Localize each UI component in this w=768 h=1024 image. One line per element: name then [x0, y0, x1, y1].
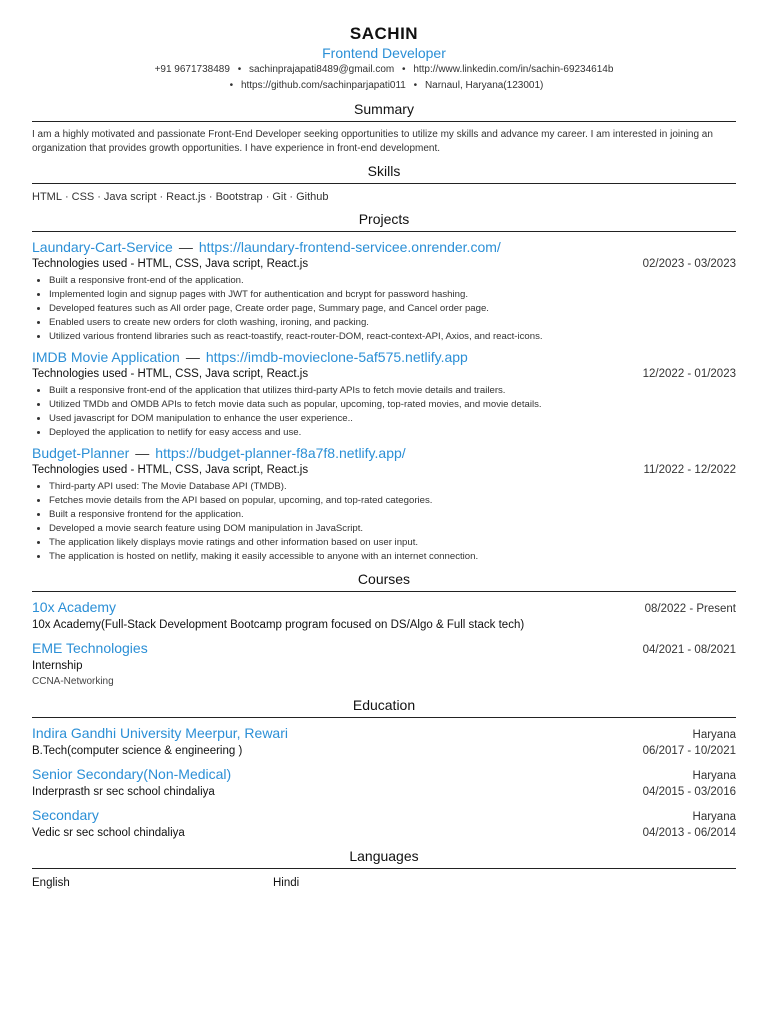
list-item: • Utilized various frontend libraries such as react-toastify, react-router-DOM, react-context-API, Axios, and react-icons.	[49, 330, 736, 344]
course-name: EME Technologies	[32, 640, 148, 656]
list-item: • Implemented login and signup pages with JWT for authentication and bcrypt for password hashing.	[49, 288, 736, 302]
project-name: Budget-Planner	[32, 445, 130, 461]
skill-item: CSS	[71, 191, 95, 203]
course-description: Internship	[32, 660, 83, 672]
education-entry	[32, 724, 736, 759]
section-divider	[32, 121, 736, 122]
email-link[interactable]: sachinprajapati8489@gmail.com	[249, 64, 395, 75]
skill-separator: ·	[64, 191, 69, 203]
project-title	[32, 238, 736, 256]
project-date: 11/2022 - 12/2022	[643, 464, 736, 476]
project-technologies: Technologies used - HTML, CSS, Java script, React.js	[32, 464, 309, 476]
list-item: • Built a responsive front-end of the application.	[49, 274, 736, 288]
list-item: • Built a responsive front-end of the application that utilizes third-party APIs to fetch movie details and trailers.	[49, 384, 736, 398]
bullet-separator: •	[402, 64, 406, 75]
project-bullets	[32, 274, 736, 344]
location: Narnaul, Haryana(123001)	[424, 80, 544, 91]
section-divider	[32, 591, 736, 592]
skill-item: HTML	[32, 191, 62, 203]
project-meta-row	[32, 462, 736, 478]
project-entry	[32, 348, 736, 440]
linkedin-link[interactable]: http://www.linkedin.com/in/sachin-69234614b	[413, 64, 614, 75]
section-title-education: Education	[352, 697, 416, 713]
bullet-separator: •	[413, 80, 418, 91]
project-technologies: Technologies used - HTML, CSS, Java script, React.js	[32, 258, 309, 270]
project-meta-row	[32, 366, 736, 382]
course-description: 10x Academy(Full-Stack Development Bootcamp program focused on DS/Algo & Full stack tech)	[32, 619, 525, 631]
degree: Vedic sr sec school chindaliya	[32, 827, 185, 839]
list-item: • Third-party API used: The Movie Database API (TMDB).	[49, 480, 736, 494]
resume-header	[32, 0, 736, 94]
education-detail-row	[32, 784, 736, 800]
education-title-row	[32, 724, 736, 743]
section-divider	[32, 868, 736, 869]
institution-location: Haryana	[692, 770, 736, 782]
phone-number: +91 9671738489	[154, 64, 230, 75]
section-title-courses: Courses	[357, 571, 411, 587]
bullet-separator: •	[229, 80, 234, 91]
project-date: 02/2023 - 03/2023	[642, 258, 736, 270]
skill-item: React.js	[166, 191, 206, 203]
course-name: 10x Academy	[32, 599, 117, 615]
institution-location: Haryana	[692, 811, 736, 823]
list-item: • Deployed the application to netlify for easy access and use.	[49, 426, 736, 440]
list-item: • Enabled users to create new orders for cloth washing, ironing, and packing.	[49, 316, 736, 330]
skill-item: Bootstrap	[215, 191, 263, 203]
education-entry	[32, 806, 736, 841]
section-divider	[32, 183, 736, 184]
project-url-link[interactable]: https://budget-planner-f8a7f8.netlify.app/	[155, 445, 406, 461]
education-detail-row	[32, 743, 736, 759]
education-date: 06/2017 - 10/2021	[642, 745, 736, 757]
course-entry	[32, 598, 736, 633]
summary-text: I am a highly motivated and passionate Front-End Developer seeking opportunities to utilize my skills and advance my career. I am interested in joining an organization that provides growth opportunities. I have experience in front-end development.	[32, 129, 713, 154]
list-item: • Built a responsive frontend for the application.	[49, 508, 736, 522]
language-item: Hindi	[273, 877, 300, 889]
job-title: Frontend Developer	[322, 45, 446, 61]
education-date: 04/2013 - 06/2014	[642, 827, 736, 839]
project-name: Laundary-Cart-Service	[32, 239, 173, 255]
candidate-name: SACHIN	[349, 24, 419, 43]
list-item: • The application is hosted on netlify, making it easily accessible to anyone with an internet connection.	[49, 550, 736, 564]
institution-name: Secondary	[32, 807, 99, 823]
course-entry	[32, 639, 736, 690]
skill-item: Github	[296, 191, 329, 203]
education-date: 04/2015 - 03/2016	[642, 786, 736, 798]
project-name: IMDB Movie Application	[32, 349, 180, 365]
education-title-row	[32, 765, 736, 784]
dash-separator: —	[178, 239, 193, 255]
course-title-row	[32, 639, 736, 658]
section-title-projects: Projects	[358, 211, 410, 227]
education-entry	[32, 765, 736, 800]
course-date: 04/2021 - 08/2021	[642, 644, 736, 656]
section-divider	[32, 717, 736, 718]
course-note: CCNA-Networking	[32, 676, 114, 687]
institution-name: Indira Gandhi University Meerpur, Rewari	[32, 725, 288, 741]
project-url-link[interactable]: https://imdb-movieclone-5af575.netlify.app	[205, 349, 468, 365]
project-bullets	[32, 384, 736, 440]
skills-list	[32, 190, 736, 204]
section-title-languages: Languages	[349, 848, 419, 864]
section-title-summary: Summary	[354, 101, 414, 117]
project-title	[32, 444, 736, 462]
project-date: 12/2022 - 01/2023	[642, 368, 736, 380]
contact-line-1	[32, 62, 736, 78]
skill-separator: ·	[159, 191, 164, 203]
list-item: • Utilized TMDb and OMDB APIs to fetch movie data such as popular, upcoming, top-rated movies, and movie details.	[49, 398, 736, 412]
list-item: • Fetches movie details from the API based on popular, upcoming, and top-rated categories.	[49, 494, 736, 508]
institution-location: Haryana	[692, 729, 736, 741]
skill-separator: ·	[289, 191, 294, 203]
list-item: • Developed a movie search feature using DOM manipulation in JavaScript.	[49, 522, 736, 536]
project-entry	[32, 238, 736, 344]
institution-name: Senior Secondary(Non-Medical)	[32, 766, 232, 782]
skill-item: Java script	[103, 191, 157, 203]
degree: B.Tech(computer science & engineering )	[32, 745, 243, 757]
project-meta-row	[32, 256, 736, 272]
section-title-skills: Skills	[367, 163, 401, 179]
contact-line-2	[32, 78, 736, 94]
course-date: 08/2022 - Present	[644, 603, 736, 615]
project-url-link[interactable]: https://laundary-frontend-servicee.onrender.com/	[198, 239, 501, 255]
github-link[interactable]: https://github.com/sachinparjapati011	[240, 80, 406, 91]
section-divider	[32, 231, 736, 232]
dash-separator: —	[135, 445, 150, 461]
degree: Inderprasth sr sec school chindaliya	[32, 786, 215, 798]
skill-separator: ·	[265, 191, 270, 203]
education-title-row	[32, 806, 736, 825]
skill-separator: ·	[97, 191, 101, 203]
languages-list	[32, 875, 736, 891]
list-item: • The application likely displays movie ratings and other information based on user input.	[49, 536, 736, 550]
project-technologies: Technologies used - HTML, CSS, Java script, React.js	[32, 368, 309, 380]
bullet-separator: •	[237, 64, 242, 75]
project-entry	[32, 444, 736, 564]
list-item: • Used javascript for DOM manipulation to enhance the user experience..	[49, 412, 736, 426]
dash-separator: —	[185, 349, 200, 365]
education-detail-row	[32, 825, 736, 841]
list-item: • Developed features such as All order page, Create order page, Summary page, and Cancel order page.	[49, 302, 736, 316]
project-title	[32, 348, 736, 366]
language-item: English	[32, 877, 70, 889]
skill-separator: ·	[208, 191, 213, 203]
project-bullets	[32, 480, 736, 564]
course-title-row	[32, 598, 736, 617]
skill-item: Git	[272, 191, 287, 203]
